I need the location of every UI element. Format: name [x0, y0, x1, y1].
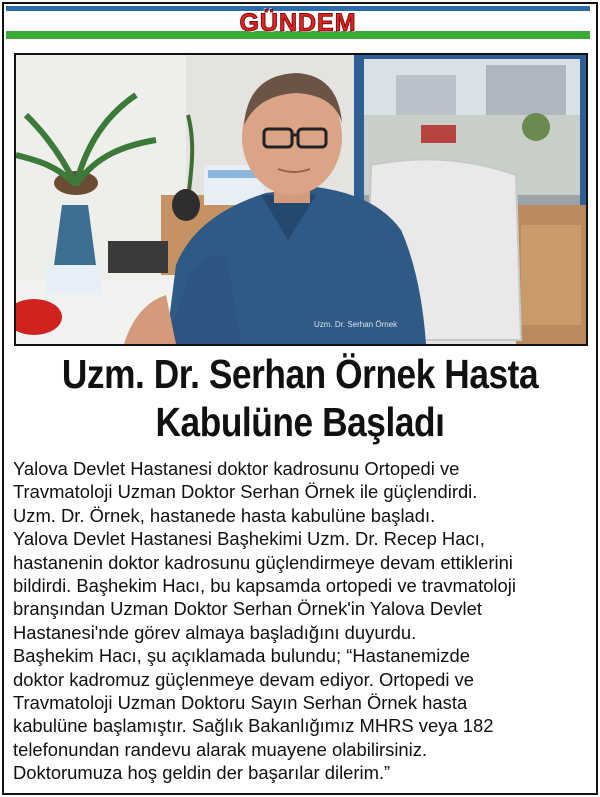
article-line: hastanenin doktor kadrosunu güçlendirmeye devam ettiklerini: [13, 551, 513, 573]
headline-line-2: Kabulüne Başladı: [155, 399, 445, 445]
doctor-photo: [14, 53, 588, 346]
article-line: telefonundan randevu alarak muayene olabilirsiniz.: [13, 738, 428, 760]
headline-line-1: Uzm. Dr. Serhan Örnek Hasta: [61, 351, 539, 397]
article-line: branşından Uzman Doktor Serhan Örnek'in Yalova Devlet: [13, 598, 482, 620]
article-line: doktor kadromuz güçlenmeye devam ediyor. Ortopedi ve: [13, 668, 475, 690]
section-title: GÜNDEM: [239, 9, 357, 37]
article-line: Başhekim Hacı, şu açıklamada bulundu; “Hastanemizde: [13, 645, 470, 667]
article-line: kabulüne başlamıştır. Sağlık Bakanlığımız MHRS veya 182: [13, 715, 494, 737]
headline: [51, 350, 550, 446]
photo-illustration: [16, 55, 586, 344]
section-header-bar: [6, 6, 590, 40]
article-line: bildirdi. Başhekim Hacı, bu kapsamda ortopedi ve travmatoloji: [13, 575, 516, 597]
coat-tag: Uzm. Dr. Serhan Örnek: [314, 320, 398, 329]
article-line: Hastanesi'nde görev almaya başladığını duyurdu.: [13, 621, 417, 643]
article-line: Travmatoloji Uzman Doktor Serhan Örnek ile güçlendirdi.: [13, 481, 478, 503]
article-line: Yalova Devlet Hastanesi Başhekimi Uzm. Dr. Recep Hacı,: [13, 528, 485, 550]
article-line: Travmatoloji Uzman Doktoru Sayın Serhan Örnek hasta: [13, 692, 468, 714]
article-line: Uzm. Dr. Örnek, hastanede hasta kabulüne başladı.: [13, 504, 436, 526]
article-body: [13, 457, 591, 785]
article-line: Doktorumuza hoş geldin der başarılar dilerim.”: [13, 762, 391, 784]
article-line: Yalova Devlet Hastanesi doktor kadrosunu Ortopedi ve: [13, 458, 460, 479]
